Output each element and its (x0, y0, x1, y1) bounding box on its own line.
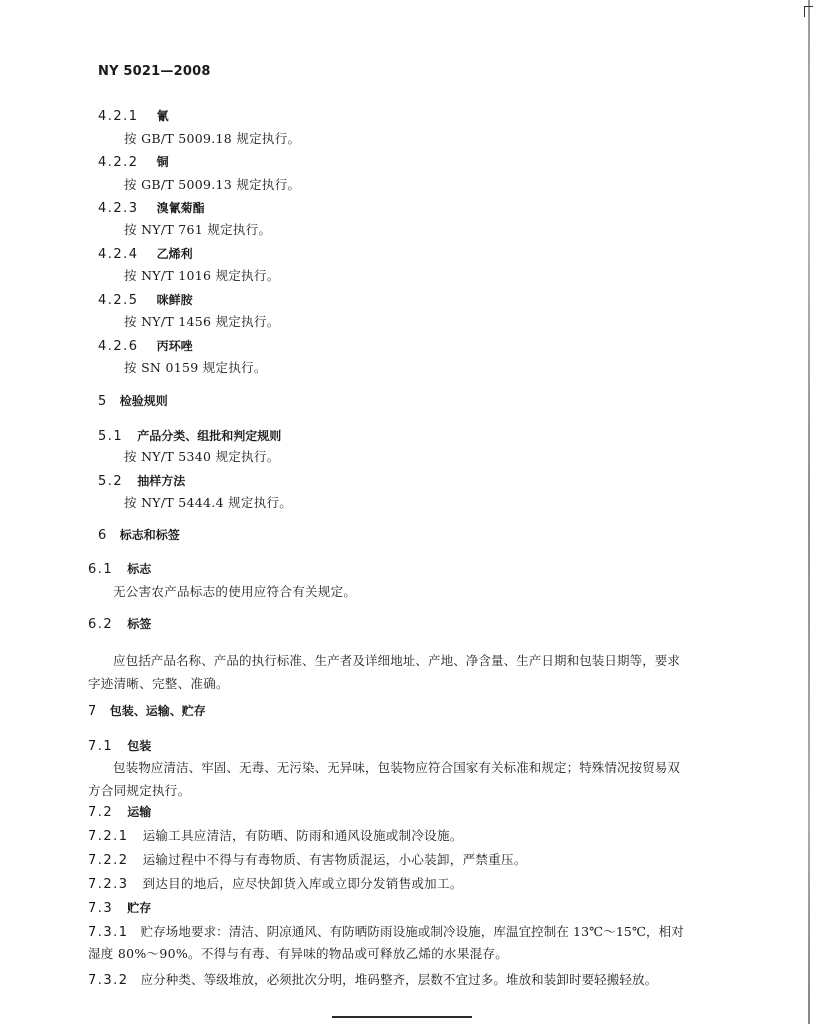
section-title: 咪鲜胺 (156, 293, 193, 307)
paragraph-6-2-line-2: 字迹清晰、完整、准确。 (88, 676, 229, 691)
section-title: 乙烯利 (156, 247, 193, 261)
section-number: 5.1 (98, 429, 124, 444)
section-number: 6 (98, 528, 108, 543)
heading-7 (88, 701, 206, 721)
section-number: 5 (98, 394, 108, 409)
heading-7-1 (88, 736, 151, 756)
section-title: 运输 (127, 805, 152, 819)
section-title: 包装、运输、贮存 (109, 704, 206, 718)
section-number: 7.3 (88, 901, 114, 916)
clause-7-2-2 (88, 850, 527, 870)
section-title: 贮存 (127, 901, 152, 915)
clause-text: 应分种类、等级堆放，必须批次分明，堆码整齐，层数不宜过多。堆放和装卸时要轻搬轻放。 (140, 972, 658, 987)
clause-7-3-1 (88, 922, 684, 942)
section-number: 4.2.3 (98, 201, 139, 216)
section-title: 产品分类、组批和判定规则 (137, 429, 282, 443)
clause-7-2-3 (88, 874, 463, 894)
heading-4-2-3 (98, 198, 205, 218)
section-title: 标志 (127, 562, 152, 576)
section-number: 4.2.5 (98, 293, 139, 308)
paragraph-4-2-1: 按 GB/T 5009.18 规定执行。 (124, 131, 301, 146)
section-number: 7.2.1 (88, 829, 129, 844)
section-number: 7.3.2 (88, 973, 129, 988)
heading-5-1 (98, 426, 281, 446)
section-number: 7.2.2 (88, 853, 129, 868)
section-number: 4.2.6 (98, 339, 139, 354)
section-number: 7.1 (88, 739, 114, 754)
paragraph-6-1: 无公害农产品标志的使用应符合有关规定。 (113, 584, 357, 599)
heading-4-2-4 (98, 244, 193, 264)
heading-5-2 (98, 471, 185, 491)
section-number: 5.2 (98, 474, 124, 489)
section-title: 溴氰菊酯 (156, 201, 205, 215)
paragraph-5-1: 按 NY/T 5340 规定执行。 (124, 449, 280, 464)
section-title: 标志和标签 (119, 528, 180, 542)
section-title: 检验规则 (119, 394, 168, 408)
standard-code-header: NY 5021—2008 (98, 64, 211, 79)
heading-4-2-6 (98, 336, 193, 356)
section-number: 6.2 (88, 617, 114, 632)
heading-5 (98, 391, 168, 411)
heading-6-2 (88, 614, 151, 634)
clause-7-2-1 (88, 826, 463, 846)
heading-4-2-1 (98, 106, 169, 126)
clause-text: 运输过程中不得与有毒物质、有害物质混运，小心装卸，严禁重压。 (142, 852, 527, 867)
heading-6 (98, 525, 180, 545)
footer-rule (332, 1016, 472, 1018)
clause-7-3-2 (88, 970, 657, 990)
section-number: 7.2 (88, 805, 114, 820)
heading-4-2-5 (98, 290, 193, 310)
paragraph-4-2-4: 按 NY/T 1016 规定执行。 (124, 268, 280, 283)
clause-text-line-1: 贮存场地要求：清洁、阴凉通风、有防晒防雨设施或制冷设施，库温宜控制在 13℃～15℃，相对 (140, 924, 684, 939)
paragraph-4-2-6: 按 SN 0159 规定执行。 (124, 360, 267, 375)
section-number: 7 (88, 704, 98, 719)
section-title: 抽样方法 (137, 474, 186, 488)
section-title: 标签 (127, 617, 152, 631)
section-number: 7.3.1 (88, 925, 129, 940)
section-number: 7.2.3 (88, 877, 129, 892)
paragraph-7-1-line-2: 方合同规定执行。 (88, 783, 191, 798)
paragraph-6-2-line-1: 应包括产品名称、产品的执行标准、生产者及详细地址、产地、净含量、生产日期和包装日期等，要求 (113, 653, 681, 668)
clause-7-3-1-line-2: 湿度 80%～90%。不得与有毒、有异味的物品或可释放乙烯的水果混存。 (88, 946, 509, 961)
section-number: 4.2.4 (98, 247, 139, 262)
heading-6-1 (88, 559, 151, 579)
scan-corner-mark (804, 6, 813, 17)
section-number: 6.1 (88, 562, 114, 577)
paragraph-4-2-5: 按 NY/T 1456 规定执行。 (124, 314, 280, 329)
section-title: 氰 (156, 109, 169, 123)
clause-text: 到达目的地后，应尽快卸货入库或立即分发销售或加工。 (142, 876, 463, 891)
paragraph-4-2-3: 按 NY/T 761 规定执行。 (124, 222, 272, 237)
heading-4-2-2 (98, 152, 169, 172)
section-title: 包装 (127, 739, 152, 753)
section-title: 铜 (156, 155, 169, 169)
scan-edge-line (808, 0, 810, 1024)
section-number: 4.2.2 (98, 155, 139, 170)
clause-text: 运输工具应清洁，有防晒、防雨和通风设施或制冷设施。 (142, 828, 463, 843)
paragraph-7-1-line-1: 包装物应清洁、牢固、无毒、无污染、无异味，包装物应符合国家有关标准和规定；特殊情况按贸易双 (113, 760, 681, 775)
section-number: 4.2.1 (98, 109, 139, 124)
section-title: 丙环唑 (156, 339, 193, 353)
heading-7-2 (88, 802, 151, 822)
paragraph-4-2-2: 按 GB/T 5009.13 规定执行。 (124, 177, 301, 192)
heading-7-3 (88, 898, 151, 918)
paragraph-5-2: 按 NY/T 5444.4 规定执行。 (124, 495, 293, 510)
